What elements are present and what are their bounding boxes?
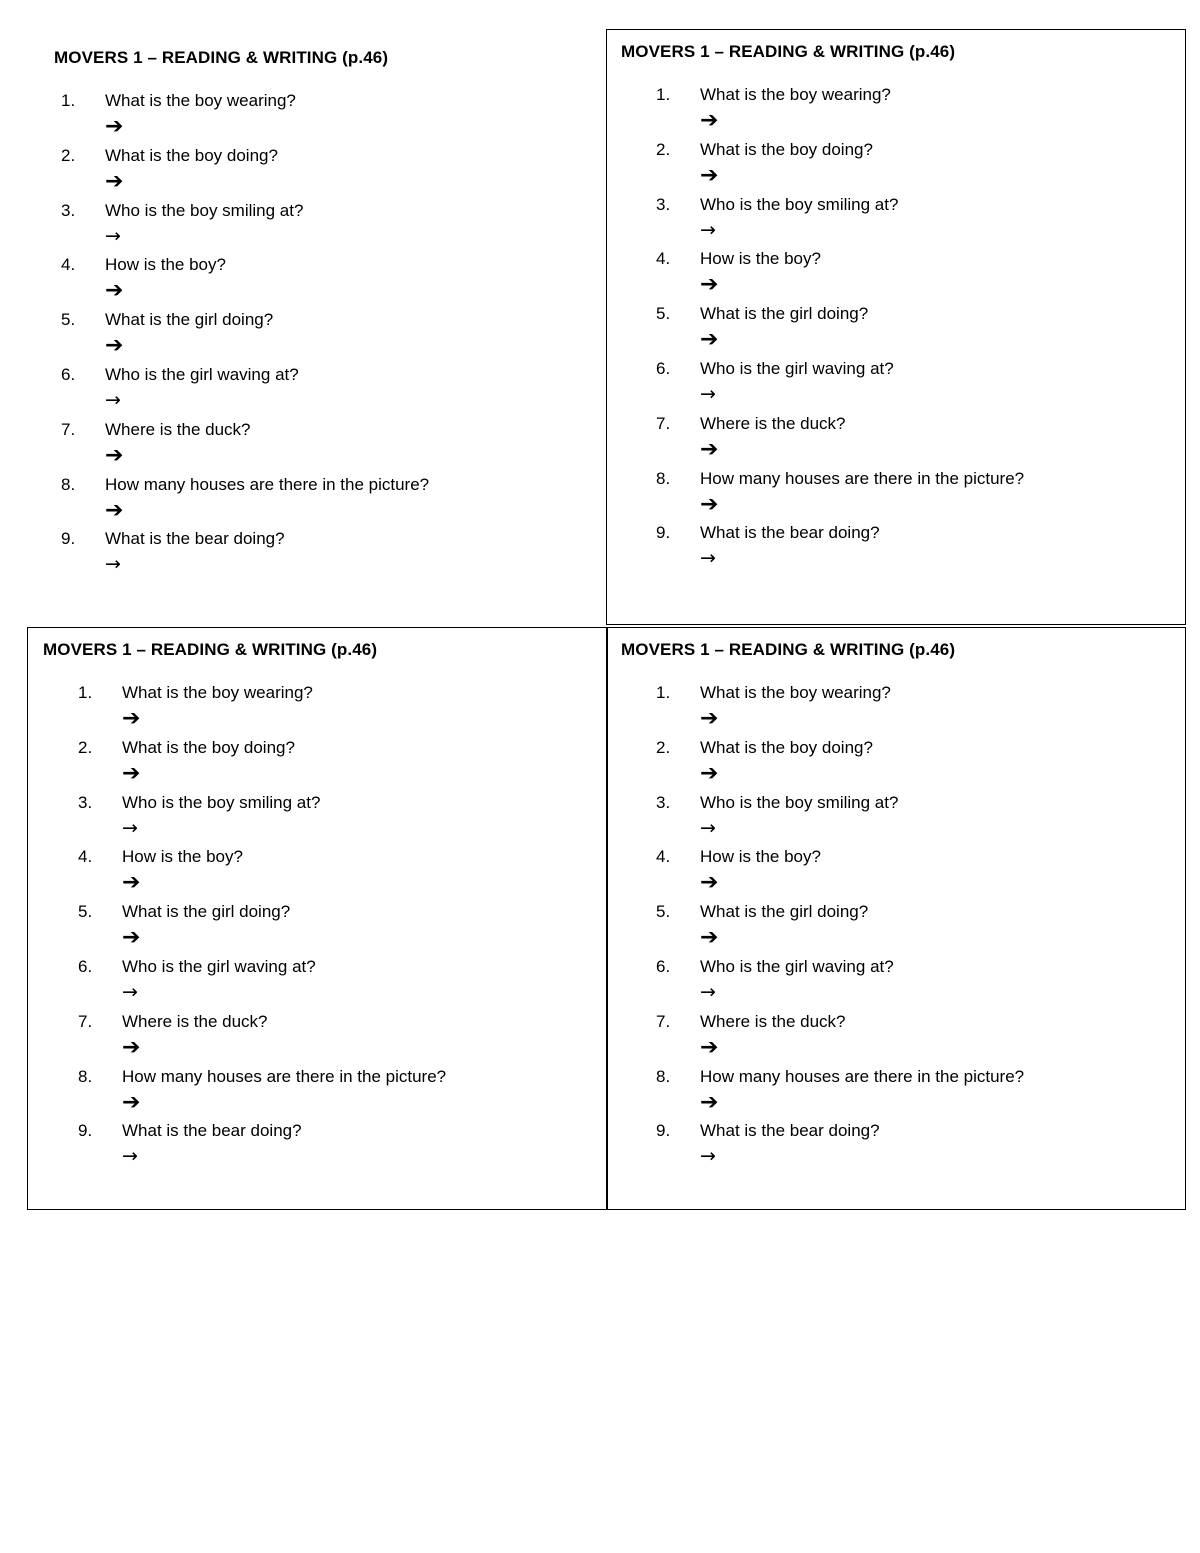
card-title: MOVERS 1 – READING & WRITING (p.46) bbox=[621, 42, 956, 61]
question-number: 6. bbox=[78, 956, 93, 976]
question-text: What is the bear doing? bbox=[105, 529, 285, 549]
question-number: 2. bbox=[656, 737, 671, 757]
question-number: 3. bbox=[61, 200, 76, 220]
answer-arrow-icon: ➔ bbox=[122, 869, 141, 895]
question-number: 5. bbox=[61, 310, 76, 330]
answer-arrow-icon: → bbox=[122, 1145, 138, 1168]
worksheet-card-top-right bbox=[606, 29, 1186, 625]
question-number: 5. bbox=[656, 304, 671, 324]
answer-arrow-icon: ➔ bbox=[122, 1033, 141, 1059]
question-number: 7. bbox=[656, 1011, 671, 1031]
answer-arrow-icon: ➔ bbox=[700, 435, 719, 461]
question-number: 3. bbox=[78, 792, 93, 812]
answer-arrow-icon: ➔ bbox=[700, 326, 719, 352]
question-text: How many houses are there in the picture? bbox=[700, 468, 1025, 488]
worksheet-card-top-left bbox=[54, 0, 594, 620]
answer-arrow-icon: ➔ bbox=[122, 1088, 141, 1114]
question-number: 7. bbox=[656, 413, 671, 433]
answer-arrow-icon: ➔ bbox=[105, 167, 124, 193]
question-number: 1. bbox=[61, 91, 76, 110]
answer-arrow-icon: → bbox=[122, 816, 138, 839]
question-number: 4. bbox=[656, 249, 671, 269]
question-number: 7. bbox=[78, 1011, 93, 1031]
question-number: 4. bbox=[61, 255, 76, 275]
question-text: What is the boy doing? bbox=[105, 145, 278, 165]
question-text: Who is the boy smiling at? bbox=[105, 200, 304, 220]
answer-arrow-icon: ➔ bbox=[700, 490, 719, 516]
answer-arrow-icon: → bbox=[700, 547, 716, 570]
question-number: 6. bbox=[656, 956, 671, 976]
worksheet-card-bottom-right bbox=[606, 627, 1186, 1210]
question-number: 9. bbox=[61, 529, 76, 549]
question-text: What is the boy wearing? bbox=[700, 683, 891, 702]
question-text: Who is the girl waving at? bbox=[700, 358, 894, 378]
answer-arrow-icon: ➔ bbox=[122, 705, 141, 730]
answer-arrow-icon: ➔ bbox=[122, 759, 141, 785]
question-text: Who is the boy smiling at? bbox=[700, 194, 899, 214]
question-text: What is the boy doing? bbox=[700, 737, 873, 757]
question-text: Where is the duck? bbox=[122, 1011, 268, 1031]
answer-arrow-icon: ➔ bbox=[700, 924, 719, 950]
question-text: Where is the duck? bbox=[700, 1011, 846, 1031]
answer-arrow-icon: ➔ bbox=[105, 496, 124, 522]
question-text: How is the boy? bbox=[105, 255, 226, 275]
question-text: What is the bear doing? bbox=[700, 523, 880, 543]
answer-arrow-icon: ➔ bbox=[700, 759, 719, 785]
question-number: 2. bbox=[78, 737, 93, 757]
question-number: 1. bbox=[656, 85, 671, 104]
answer-arrow-icon: ➔ bbox=[700, 869, 719, 895]
question-text: What is the boy doing? bbox=[700, 139, 873, 159]
worksheet-card-bottom-left bbox=[27, 627, 608, 1210]
answer-arrow-icon: ➔ bbox=[105, 277, 124, 303]
question-number: 9. bbox=[656, 1121, 671, 1141]
question-text: What is the bear doing? bbox=[700, 1121, 880, 1141]
question-number: 1. bbox=[78, 683, 93, 702]
question-text: What is the boy doing? bbox=[122, 737, 295, 757]
question-text: How is the boy? bbox=[122, 847, 243, 867]
question-number: 1. bbox=[656, 683, 671, 702]
answer-arrow-icon: ➔ bbox=[700, 161, 719, 187]
question-text: How is the boy? bbox=[700, 847, 821, 867]
answer-arrow-icon: ➔ bbox=[700, 1033, 719, 1059]
card-title: MOVERS 1 – READING & WRITING (p.46) bbox=[54, 48, 389, 67]
question-number: 6. bbox=[656, 358, 671, 378]
question-text: What is the girl doing? bbox=[700, 304, 869, 324]
question-number: 8. bbox=[61, 474, 76, 494]
question-number: 5. bbox=[78, 902, 93, 922]
answer-arrow-icon: → bbox=[700, 980, 716, 1003]
card-title: MOVERS 1 – READING & WRITING (p.46) bbox=[43, 640, 378, 659]
question-text: What is the girl doing? bbox=[122, 902, 291, 922]
question-number: 7. bbox=[61, 419, 76, 439]
question-text: What is the boy wearing? bbox=[700, 85, 891, 104]
question-text: What is the boy wearing? bbox=[105, 91, 296, 110]
question-number: 3. bbox=[656, 792, 671, 812]
answer-arrow-icon: ➔ bbox=[700, 1088, 719, 1114]
question-number: 4. bbox=[656, 847, 671, 867]
question-text: Where is the duck? bbox=[700, 413, 846, 433]
answer-arrow-icon: → bbox=[122, 980, 138, 1003]
answer-arrow-icon: ➔ bbox=[700, 705, 719, 730]
question-text: Who is the girl waving at? bbox=[700, 956, 894, 976]
question-number: 8. bbox=[656, 1066, 671, 1086]
question-text: How many houses are there in the picture? bbox=[122, 1066, 447, 1086]
question-number: 9. bbox=[656, 523, 671, 543]
answer-arrow-icon: → bbox=[700, 1145, 716, 1168]
question-number: 6. bbox=[61, 364, 76, 384]
answer-arrow-icon: → bbox=[700, 218, 716, 241]
answer-arrow-icon: → bbox=[105, 388, 121, 411]
question-number: 3. bbox=[656, 194, 671, 214]
answer-arrow-icon: → bbox=[105, 553, 121, 576]
question-text: How is the boy? bbox=[700, 249, 821, 269]
answer-arrow-icon: → bbox=[700, 382, 716, 405]
answer-arrow-icon: → bbox=[700, 816, 716, 839]
question-text: How many houses are there in the picture? bbox=[105, 474, 430, 494]
question-number: 8. bbox=[656, 468, 671, 488]
question-text: What is the girl doing? bbox=[105, 310, 274, 330]
answer-arrow-icon: ➔ bbox=[105, 441, 124, 467]
question-text: Who is the girl waving at? bbox=[122, 956, 316, 976]
question-text: Who is the boy smiling at? bbox=[122, 792, 321, 812]
answer-arrow-icon: ➔ bbox=[105, 113, 124, 138]
card-title: MOVERS 1 – READING & WRITING (p.46) bbox=[621, 640, 956, 659]
question-text: What is the girl doing? bbox=[700, 902, 869, 922]
question-text: How many houses are there in the picture? bbox=[700, 1066, 1025, 1086]
question-text: What is the boy wearing? bbox=[122, 683, 313, 702]
question-text: What is the bear doing? bbox=[122, 1121, 302, 1141]
answer-arrow-icon: ➔ bbox=[122, 924, 141, 950]
question-text: Who is the girl waving at? bbox=[105, 364, 299, 384]
question-text: Where is the duck? bbox=[105, 419, 251, 439]
question-number: 4. bbox=[78, 847, 93, 867]
question-number: 8. bbox=[78, 1066, 93, 1086]
answer-arrow-icon: ➔ bbox=[700, 271, 719, 297]
answer-arrow-icon: ➔ bbox=[105, 332, 124, 358]
answer-arrow-icon: ➔ bbox=[700, 107, 719, 132]
question-number: 2. bbox=[61, 145, 76, 165]
question-text: Who is the boy smiling at? bbox=[700, 792, 899, 812]
question-number: 9. bbox=[78, 1121, 93, 1141]
question-number: 5. bbox=[656, 902, 671, 922]
answer-arrow-icon: → bbox=[105, 224, 121, 247]
question-number: 2. bbox=[656, 139, 671, 159]
